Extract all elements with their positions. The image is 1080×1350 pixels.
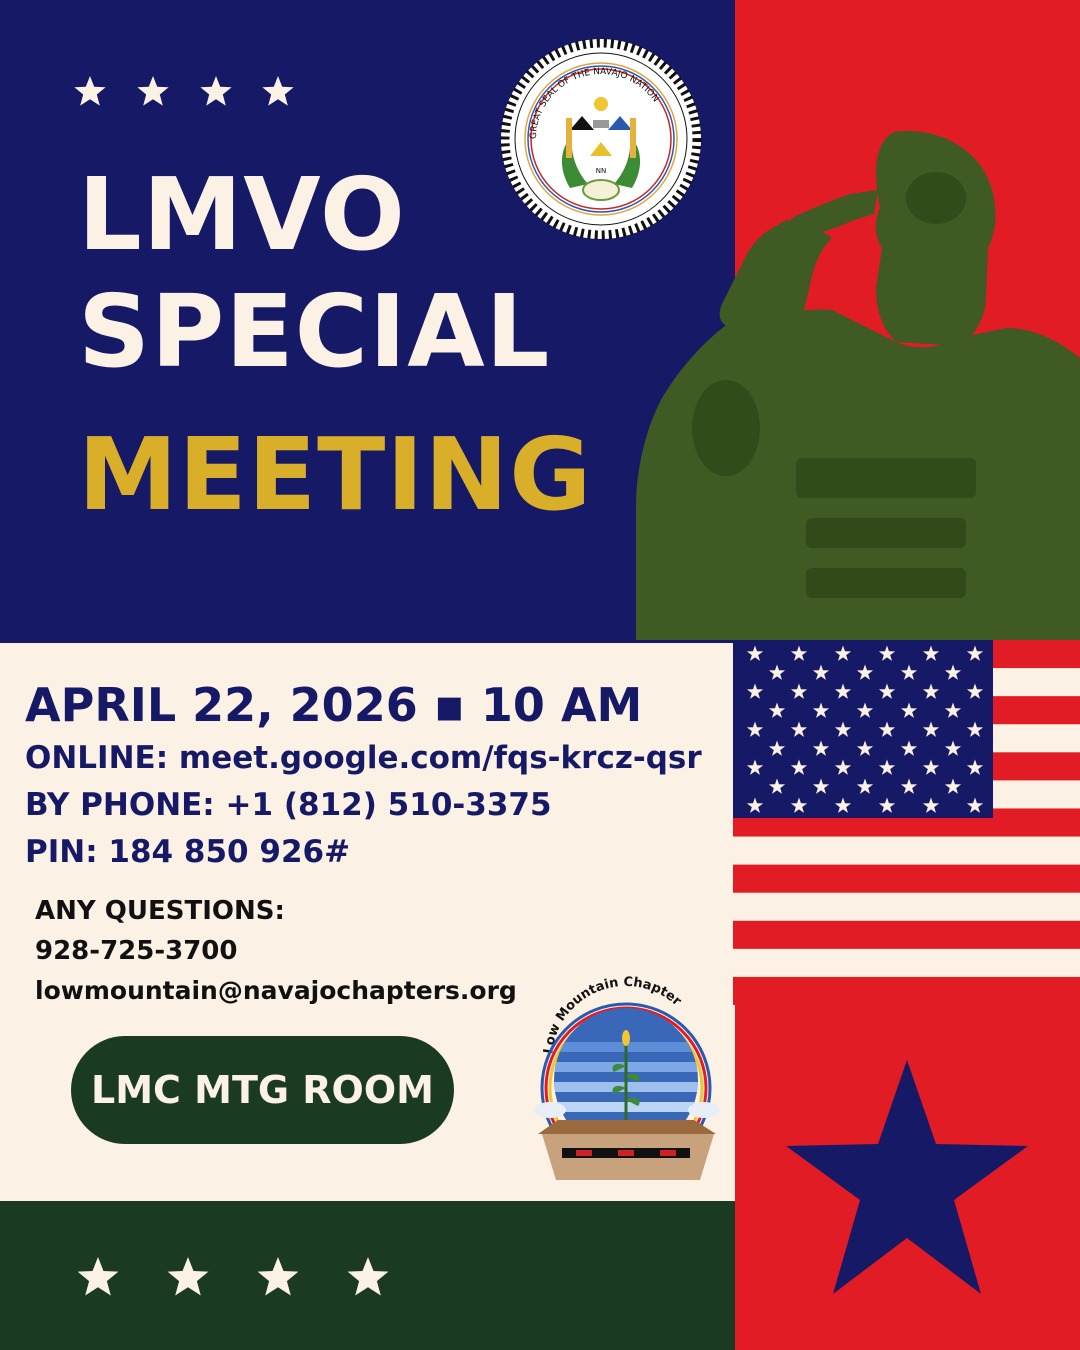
event-pin: PIN: 184 850 926# <box>25 834 351 870</box>
location-label: LMC MTG ROOM <box>91 1068 434 1112</box>
location-badge <box>71 1036 454 1144</box>
star-icon <box>168 1257 209 1296</box>
us-flag-icon <box>733 640 1080 1005</box>
questions-heading: ANY QUESTIONS: <box>35 896 285 926</box>
questions-email[interactable]: lowmountain@navajochapters.org <box>35 976 517 1005</box>
title-line-3: MEETING <box>78 416 593 533</box>
title-line-1: LMVO <box>78 156 406 273</box>
flag-stripe <box>733 977 1080 1005</box>
bottom-stars <box>72 1254 402 1302</box>
seal-center-text: NN <box>595 167 607 175</box>
star-icon <box>262 76 293 106</box>
star-icon <box>200 76 231 106</box>
event-online-link[interactable]: ONLINE: meet.google.com/fqs-krcz-qsr <box>25 740 702 776</box>
questions-phone[interactable]: 928-725-3700 <box>35 936 238 966</box>
flag-stripe <box>733 921 1080 949</box>
saluting-soldier-icon <box>636 128 1080 640</box>
title-line-2: SPECIAL <box>78 273 551 390</box>
top-stars <box>70 72 310 112</box>
star-icon <box>74 76 105 106</box>
seal-ring-text: GREAT SEAL OF THE NAVAJO NATION <box>528 66 661 140</box>
event-date-time: APRIL 22, 2026 ▪ 10 AM <box>25 678 643 732</box>
big-star-icon <box>782 1058 1032 1298</box>
low-mountain-chapter-logo <box>528 976 724 1194</box>
star-icon <box>78 1257 119 1296</box>
event-phone[interactable]: BY PHONE: +1 (812) 510-3375 <box>25 787 552 823</box>
star-icon <box>258 1257 299 1296</box>
flag-stripe <box>733 865 1080 893</box>
star-icon <box>137 76 168 106</box>
chapter-logo-text: Low Mountain Chapter <box>541 976 684 1055</box>
star-icon <box>348 1257 389 1296</box>
